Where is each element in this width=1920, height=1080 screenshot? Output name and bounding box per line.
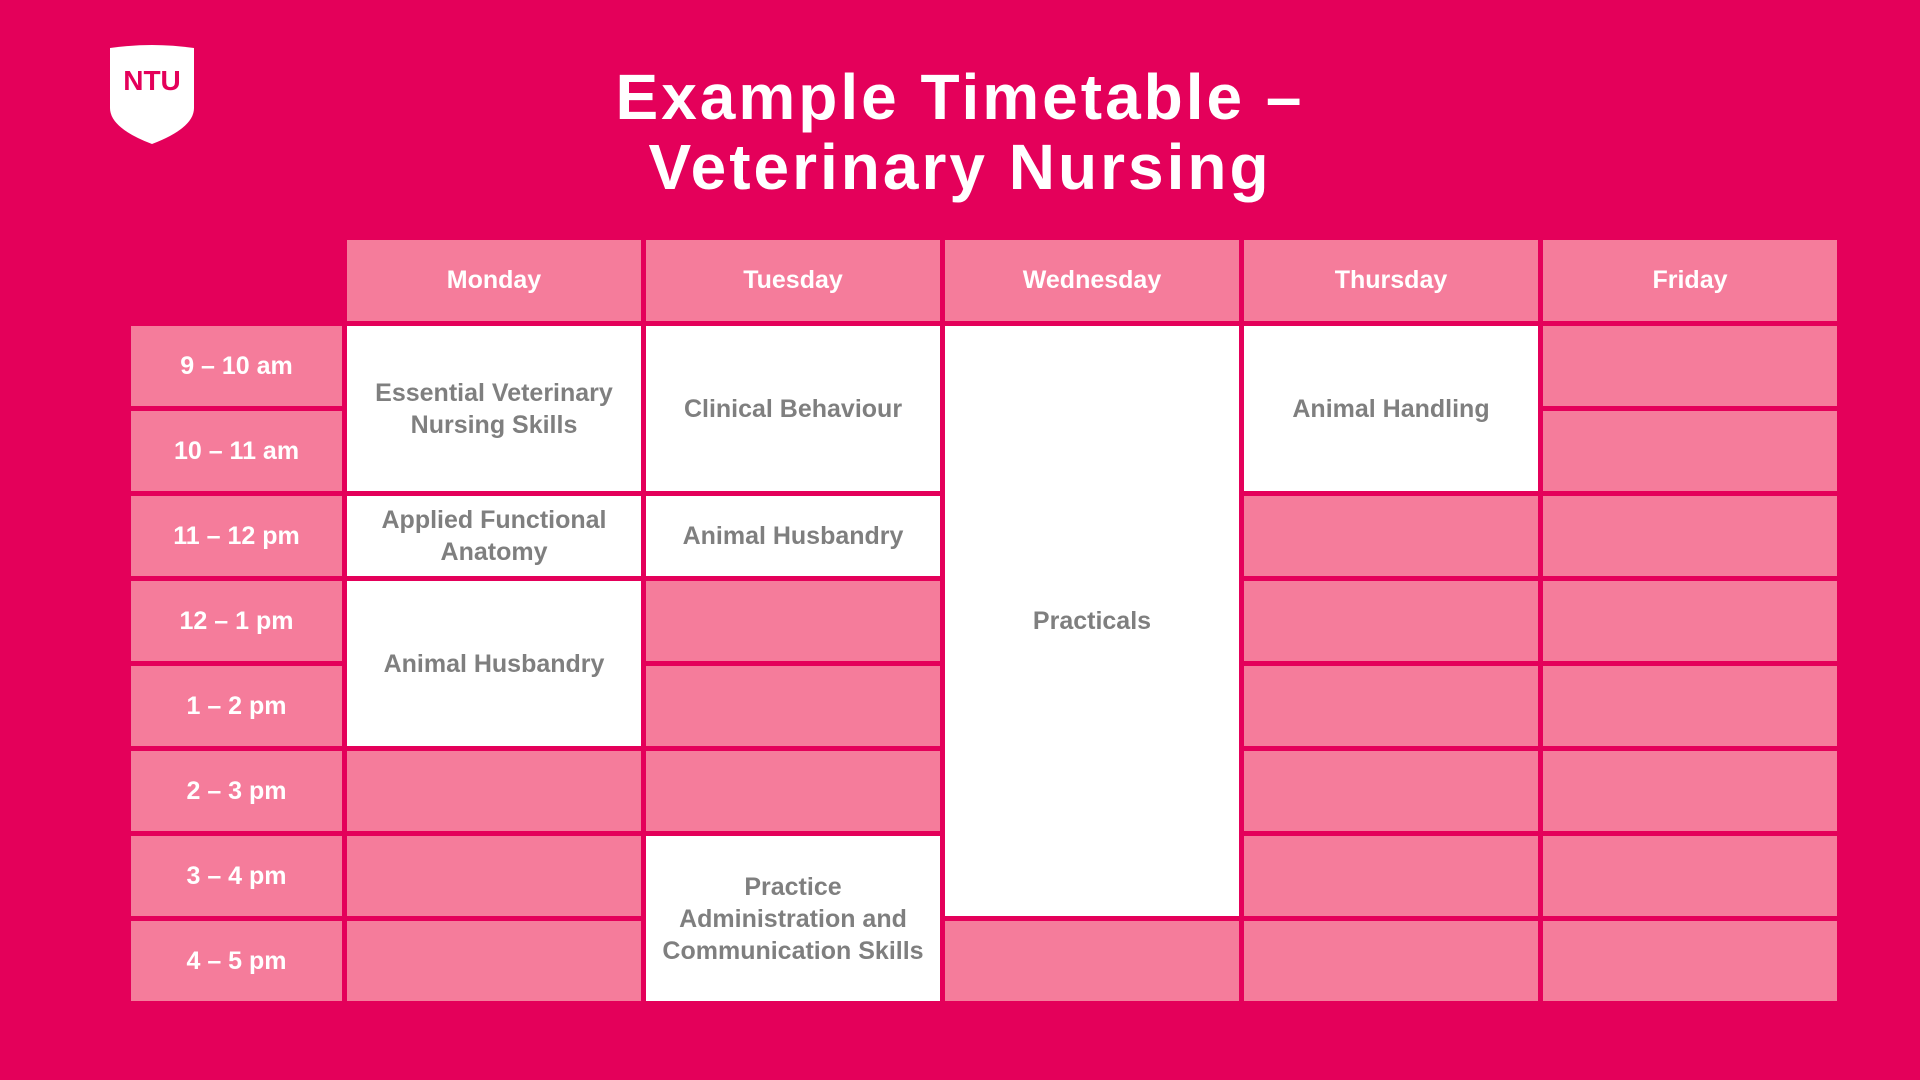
time-slot: 11 – 12 pm bbox=[131, 496, 342, 576]
empty-slot bbox=[1543, 326, 1837, 406]
empty-slot bbox=[347, 836, 641, 916]
empty-slot bbox=[347, 921, 641, 1001]
empty-slot bbox=[945, 921, 1239, 1001]
empty-slot bbox=[1543, 496, 1837, 576]
day-header-friday: Friday bbox=[1543, 240, 1837, 321]
day-header-tuesday: Tuesday bbox=[646, 240, 940, 321]
day-header-wednesday: Wednesday bbox=[945, 240, 1239, 321]
empty-slot bbox=[1244, 496, 1538, 576]
session-wednesday-practicals: Practicals bbox=[945, 326, 1239, 916]
time-slot: 3 – 4 pm bbox=[131, 836, 342, 916]
empty-slot bbox=[1244, 751, 1538, 831]
empty-slot bbox=[1543, 666, 1837, 746]
logo-text: NTU bbox=[123, 65, 181, 96]
session-monday-animal-husbandry: Animal Husbandry bbox=[347, 581, 641, 746]
timetable-grid bbox=[131, 240, 1837, 1001]
empty-slot bbox=[646, 666, 940, 746]
day-header-thursday: Thursday bbox=[1244, 240, 1538, 321]
empty-slot bbox=[1244, 921, 1538, 1001]
day-header-monday: Monday bbox=[347, 240, 641, 321]
session-thursday-animal-handling: Animal Handling bbox=[1244, 326, 1538, 491]
empty-slot bbox=[1543, 921, 1837, 1001]
empty-slot bbox=[1543, 836, 1837, 916]
time-slot: 1 – 2 pm bbox=[131, 666, 342, 746]
empty-slot bbox=[1244, 666, 1538, 746]
empty-slot bbox=[1543, 411, 1837, 491]
session-tuesday-practice-administration: Practice Administration and Communication Skills bbox=[646, 836, 940, 1001]
empty-slot bbox=[1244, 581, 1538, 661]
empty-slot bbox=[1543, 581, 1837, 661]
session-tuesday-clinical-behaviour: Clinical Behaviour bbox=[646, 326, 940, 491]
title-line-1: Example Timetable – bbox=[615, 61, 1305, 133]
empty-slot bbox=[646, 581, 940, 661]
empty-slot bbox=[1543, 751, 1837, 831]
session-tuesday-animal-husbandry: Animal Husbandry bbox=[646, 496, 940, 576]
time-slot: 4 – 5 pm bbox=[131, 921, 342, 1001]
empty-slot bbox=[646, 751, 940, 831]
time-slot: 12 – 1 pm bbox=[131, 581, 342, 661]
title-line-2: Veterinary Nursing bbox=[648, 131, 1272, 203]
session-monday-applied-functional-anatomy: Applied Functional Anatomy bbox=[347, 496, 641, 576]
time-slot: 10 – 11 am bbox=[131, 411, 342, 491]
session-monday-essential-veterinary-nursing-skills: Essential Veterinary Nursing Skills bbox=[347, 326, 641, 491]
time-slot: 9 – 10 am bbox=[131, 326, 342, 406]
empty-slot bbox=[347, 751, 641, 831]
empty-slot bbox=[1244, 836, 1538, 916]
page-title bbox=[0, 62, 1920, 202]
time-slot: 2 – 3 pm bbox=[131, 751, 342, 831]
